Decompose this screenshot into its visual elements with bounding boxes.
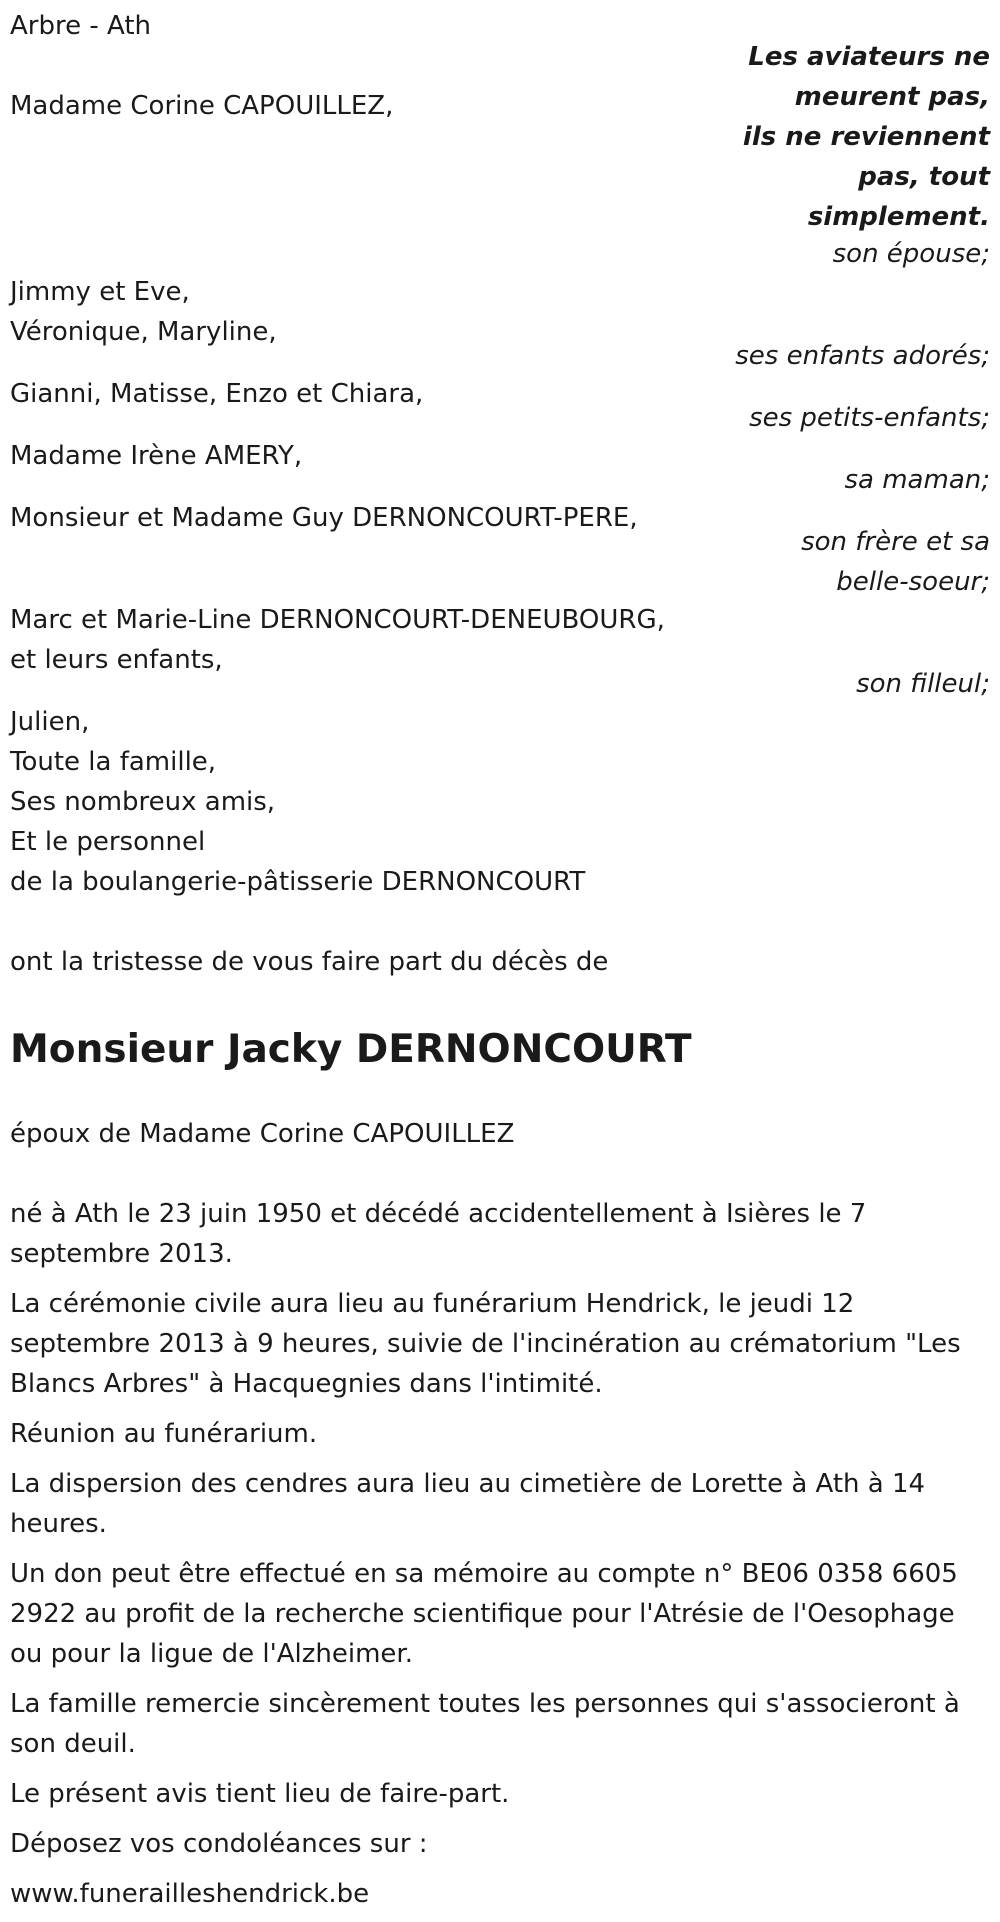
- mother-relation: sa maman;: [844, 465, 990, 495]
- grandchildren: Gianni, Matisse, Enzo et Chiara,: [10, 379, 424, 409]
- relatives-line-2: et leurs enfants,: [10, 645, 223, 675]
- ashes-info: La dispersion des cendres aura lieu au cimetière de Lorette à Ath à 14 heures.: [10, 1469, 926, 1539]
- quote-line: ils ne reviennent: [742, 122, 990, 152]
- spouse-relation: son épouse;: [832, 239, 990, 269]
- website-link[interactable]: www.funerailleshendrick.be: [10, 1879, 370, 1909]
- location: Arbre - Ath: [10, 11, 152, 41]
- thanks-info: La famille remercie sincèrement toutes les personnes qui s'associeront à son deuil.: [10, 1689, 960, 1759]
- ceremony-info: La cérémonie civile aura lieu au funérarium Hendrick, le jeudi 12 septembre 2013 à 9 heures, suivie de l'incinération au crématorium "Les Blancs Arbres" à Hacquegnies dans l'intimité.: [10, 1289, 961, 1399]
- quote-line: pas, tout: [858, 162, 990, 192]
- donation-info: Un don peut être effectué en sa mémoire au compte n° BE06 0358 6605 2922 au profit de la recherche scientifique pour l'Atrésie de l'Oesophage ou pour la ligue de l'Alzheimer.: [10, 1559, 958, 1669]
- grandchildren-relation: ses petits-enfants;: [749, 403, 990, 433]
- relatives-line-1: Marc et Marie-Line DERNONCOURT-DENEUBOURG,: [10, 605, 665, 635]
- sibling-relation-line-1: son frère et sa: [801, 527, 990, 557]
- quote-line: Les aviateurs ne: [748, 42, 990, 72]
- deceased-spouse-line: époux de Madame Corine CAPOUILLEZ: [10, 1119, 515, 1149]
- condolences-info: Déposez vos condoléances sur :: [10, 1829, 428, 1859]
- quote-line: simplement.: [807, 202, 990, 232]
- spouse-name: Madame Corine CAPOUILLEZ,: [10, 91, 394, 121]
- children-line-2: Véronique, Maryline,: [10, 317, 277, 347]
- sibling-relation-line-2: belle-soeur;: [836, 567, 990, 597]
- sibling: Monsieur et Madame Guy DERNONCOURT-PERE,: [10, 503, 638, 533]
- staff-line-1: Et le personnel: [10, 827, 206, 857]
- mother: Madame Irène AMERY,: [10, 441, 303, 471]
- whole-family: Toute la famille,: [10, 747, 217, 777]
- staff-line-2: de la boulangerie-pâtisserie DERNONCOURT: [10, 867, 586, 897]
- notice-info: Le présent avis tient lieu de faire-part.: [10, 1779, 510, 1809]
- friends: Ses nombreux amis,: [10, 787, 276, 817]
- quote-line: meurent pas,: [794, 82, 990, 112]
- meeting-info: Réunion au funérarium.: [10, 1419, 318, 1449]
- announcement-intro: ont la tristesse de vous faire part du décès de: [10, 947, 609, 977]
- deceased-name: Monsieur Jacky DERNONCOURT: [10, 1027, 692, 1072]
- godson-relation: son filleul;: [856, 669, 990, 699]
- memorial-quote: [730, 37, 990, 237]
- godson: Julien,: [10, 707, 90, 737]
- children-line-1: Jimmy et Eve,: [10, 277, 190, 307]
- birth-death: né à Ath le 23 juin 1950 et décédé accidentellement à Isières le 7 septembre 2013.: [10, 1199, 867, 1269]
- children-relation: ses enfants adorés;: [735, 341, 990, 371]
